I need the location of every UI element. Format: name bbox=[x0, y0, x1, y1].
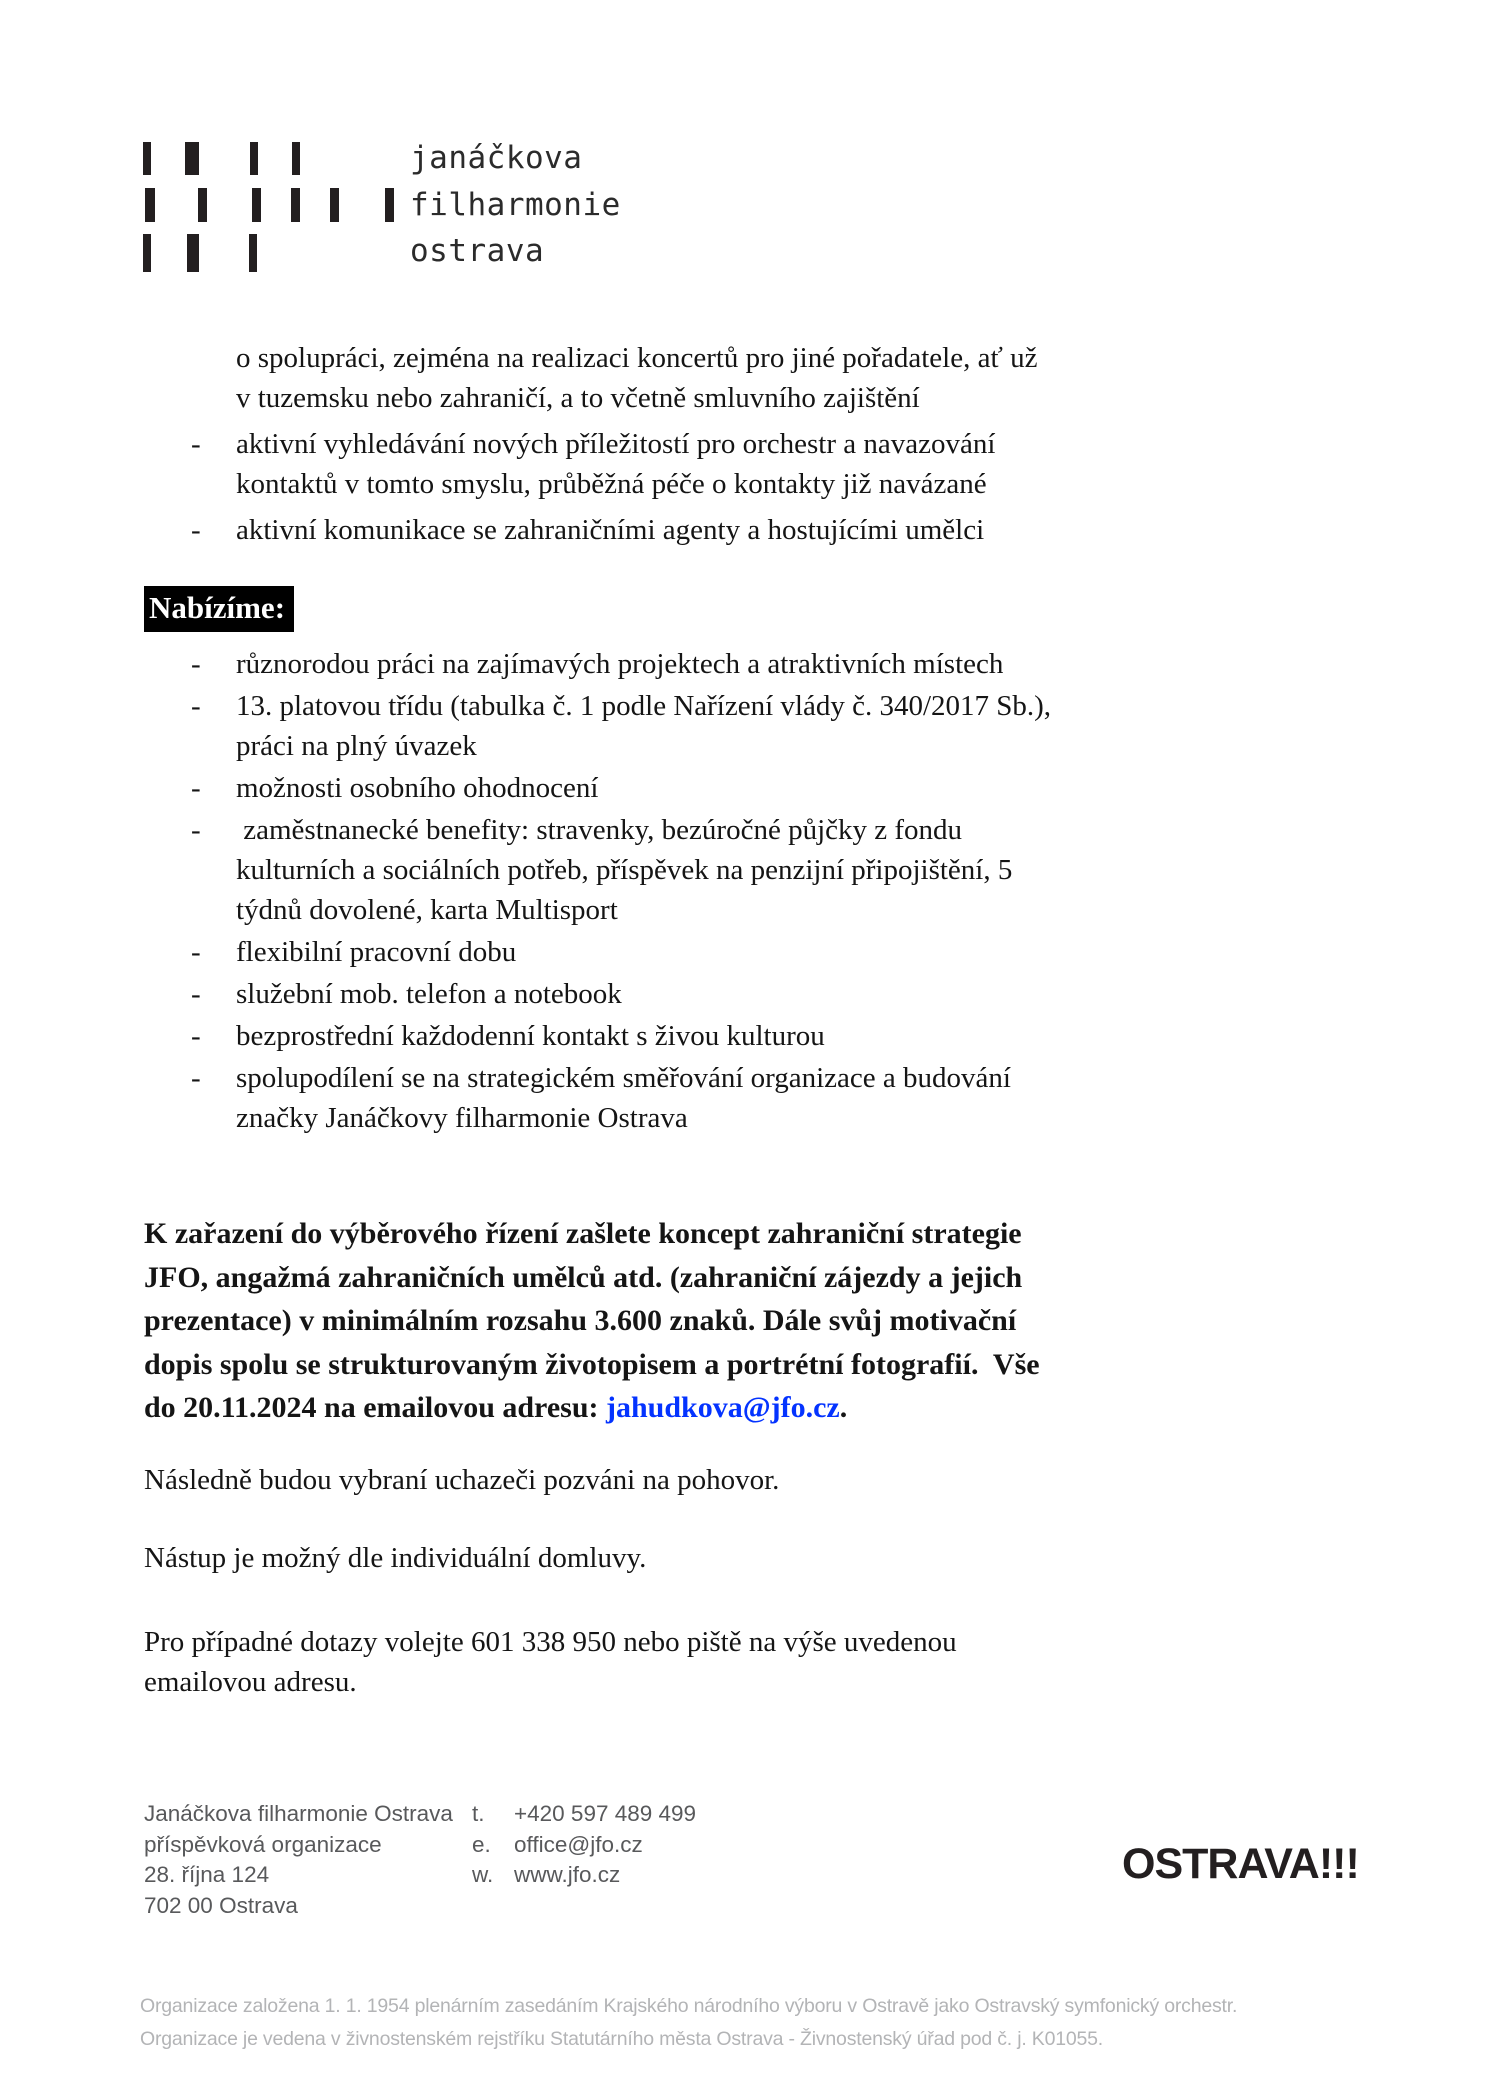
application-line: JFO, angažmá zahraničních umělců atd. (zahraniční zájezdy a jejich bbox=[144, 1260, 1023, 1294]
item-text bbox=[236, 686, 1314, 766]
bullet-dash: - bbox=[191, 936, 201, 968]
bullet-dash: - bbox=[191, 648, 201, 680]
bullet-dash: - bbox=[191, 1062, 201, 1094]
ostrava-city-wordmark: OSTRAVA!!! bbox=[1122, 1840, 1359, 1888]
list-item bbox=[144, 510, 1314, 550]
item-text bbox=[236, 768, 1314, 808]
contact-list bbox=[472, 1799, 696, 1891]
application-email-suffix: . bbox=[839, 1391, 848, 1424]
legal-note bbox=[140, 1990, 1237, 2055]
contact-website: www.jfo.cz bbox=[514, 1862, 621, 1888]
org-address-line: příspěvková organizace bbox=[144, 1831, 382, 1857]
item-text bbox=[236, 974, 1314, 1014]
list-item bbox=[144, 424, 1314, 504]
item-text bbox=[236, 810, 1314, 930]
bullet-dash: - bbox=[191, 814, 201, 846]
bullet-dash: - bbox=[191, 1020, 201, 1052]
contact-row bbox=[472, 1830, 696, 1861]
item-line: kontaktů v tomto smyslu, průběžná péče o kontakty již navázané bbox=[236, 468, 987, 500]
item-line: služební mob. telefon a notebook bbox=[236, 978, 622, 1010]
application-line: prezentace) v minimálním rozsahu 3.600 znaků. Dále svůj motivační bbox=[144, 1304, 1017, 1337]
list-item bbox=[144, 810, 1314, 930]
paragraph-line: emailovou adresu. bbox=[144, 1665, 357, 1698]
intro-line: v tuzemsku nebo zahraničí, a to včetně smluvního zajištění bbox=[236, 382, 920, 414]
bullet-dash: - bbox=[191, 772, 201, 804]
paragraph-line: Následně budou vybraní uchazeči pozváni na pohovor. bbox=[144, 1463, 780, 1496]
application-line: K zařazení do výběrového řízení zašlete koncept zahraniční strategie bbox=[144, 1217, 1022, 1250]
list-item bbox=[144, 768, 1314, 808]
contact-prefix: t. bbox=[472, 1801, 485, 1826]
item-text bbox=[236, 1016, 1314, 1056]
interview-paragraph bbox=[144, 1460, 1314, 1500]
start-date-paragraph bbox=[144, 1538, 1314, 1578]
item-line: kulturních a sociálních potřeb, příspěvek na penzijní připojištění, 5 bbox=[236, 854, 1013, 886]
logo-line-1: janáčkova bbox=[410, 140, 583, 176]
item-line: značky Janáčkovy filharmonie Ostrava bbox=[236, 1102, 688, 1134]
logo-line-3: ostrava bbox=[410, 233, 545, 269]
item-line: aktivní vyhledávání nových příležitostí pro orchestr a navazování bbox=[236, 428, 996, 460]
item-line: spolupodílení se na strategickém směřování organizace a budování bbox=[236, 1062, 1011, 1094]
bullet-dash: - bbox=[191, 978, 201, 1010]
item-line: bezprostřední každodenní kontakt s živou kulturou bbox=[236, 1020, 825, 1052]
list-item bbox=[144, 932, 1314, 972]
list-item bbox=[144, 686, 1314, 766]
item-line: týdnů dovolené, karta Multisport bbox=[236, 894, 618, 926]
item-text bbox=[236, 644, 1314, 684]
item-text bbox=[236, 510, 1314, 550]
item-line: 13. platovou třídu (tabulka č. 1 podle Nařízení vlády č. 340/2017 Sb.), bbox=[236, 690, 1052, 722]
logo-line-2: filharmonie bbox=[410, 186, 621, 223]
logo-bars-icon bbox=[143, 140, 443, 280]
item-line: flexibilní pracovní dobu bbox=[236, 936, 517, 968]
contact-prefix: e. bbox=[472, 1831, 491, 1857]
list-item bbox=[144, 1058, 1314, 1138]
letterhead-logo bbox=[143, 140, 763, 280]
org-address-line: Janáčkova filharmonie Ostrava bbox=[144, 1801, 453, 1826]
intro-line: o spolupráci, zejména na realizaci koncertů pro jiné pořadatele, ať už bbox=[236, 342, 1038, 374]
paragraph-line: Nástup je možný dle individuální domluvy. bbox=[144, 1541, 647, 1574]
offer-list bbox=[144, 644, 1314, 1138]
contact-phone: +420 597 489 499 bbox=[514, 1801, 697, 1826]
application-paragraph bbox=[144, 1212, 1314, 1430]
document-body bbox=[144, 338, 1314, 1702]
contact-questions-paragraph bbox=[144, 1622, 1314, 1702]
logo-wordmark bbox=[410, 135, 621, 275]
contact-email: office@jfo.cz bbox=[514, 1831, 643, 1857]
item-line: zaměstnanecké benefity: stravenky, bezúročné půjčky z fondu bbox=[236, 814, 963, 846]
duties-list bbox=[144, 424, 1314, 550]
bullet-dash: - bbox=[191, 514, 201, 546]
org-address bbox=[144, 1799, 453, 1921]
application-line bbox=[144, 1386, 1314, 1430]
org-address-line: 28. října 124 bbox=[144, 1862, 270, 1888]
item-line: různorodou práci na zajímavých projektech a atraktivních místech bbox=[236, 648, 1004, 680]
item-line: aktivní komunikace se zahraničními agenty a hostujícími umělci bbox=[236, 514, 985, 546]
intro-paragraph bbox=[144, 338, 1314, 418]
application-line: dopis spolu se strukturovaným životopisem a portrétní fotografií. Vše bbox=[144, 1347, 1040, 1381]
contact-row bbox=[472, 1799, 696, 1830]
item-line: možnosti osobního ohodnocení bbox=[236, 772, 599, 804]
contact-prefix: w. bbox=[472, 1862, 494, 1888]
list-item bbox=[144, 644, 1314, 684]
paragraph-line: Pro případné dotazy volejte 601 338 950 nebo piště na výše uvedenou bbox=[144, 1625, 957, 1658]
application-email-prefix: do 20.11.2024 na emailovou adresu: bbox=[144, 1391, 606, 1424]
email-link[interactable]: jahudkova@jfo.cz bbox=[606, 1391, 840, 1424]
list-item bbox=[144, 1016, 1314, 1056]
offer-heading: Nabízíme: bbox=[144, 586, 294, 632]
legal-line: Organizace je vedena v živnostenském rejstříku Statutárního města Ostrava - Živnostenský úřad pod č. j. K01055. bbox=[140, 2027, 1104, 2050]
list-item bbox=[144, 974, 1314, 1014]
item-text bbox=[236, 424, 1314, 504]
bullet-dash: - bbox=[191, 690, 201, 722]
item-line: práci na plný úvazek bbox=[236, 730, 477, 762]
legal-line: Organizace založena 1. 1. 1954 plenárním zasedáním Krajského národního výboru v Ostravě jako Ostravský symfonický orchestr. bbox=[140, 1995, 1238, 2017]
item-text bbox=[236, 932, 1314, 972]
item-text bbox=[236, 1058, 1314, 1138]
org-address-line: 702 00 Ostrava bbox=[144, 1892, 298, 1918]
contact-row bbox=[472, 1860, 696, 1891]
bullet-dash: - bbox=[191, 428, 201, 460]
